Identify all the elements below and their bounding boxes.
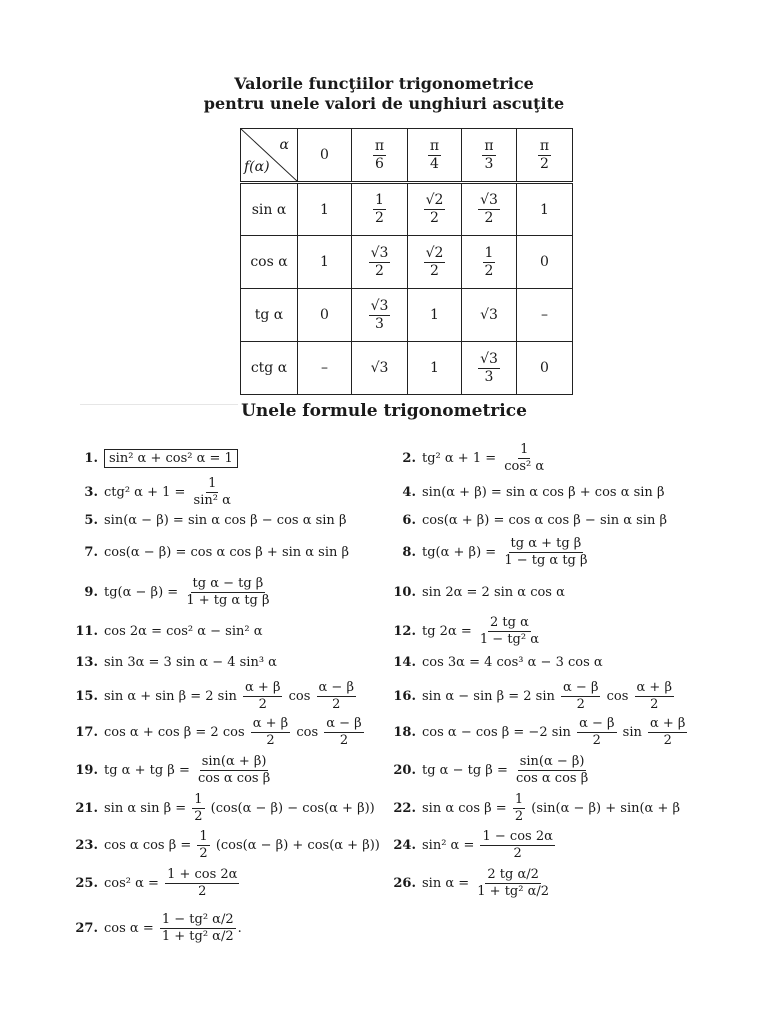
formula-number: 3. — [84, 484, 98, 500]
fraction-numerator: π — [429, 137, 440, 154]
fraction-denominator: 1 + tg² α/2 — [477, 883, 550, 899]
formula-body — [104, 830, 380, 860]
table-cell — [352, 289, 408, 342]
fraction-denominator: 3 — [375, 315, 384, 332]
formula-body — [104, 545, 349, 560]
fraction — [373, 139, 386, 171]
formula-body — [422, 830, 557, 860]
fraction — [475, 868, 551, 898]
formula-body — [422, 793, 680, 823]
fraction-numerator: 1 — [375, 192, 384, 209]
formula-text: cos 2α = cos² α − sin² α — [104, 623, 263, 639]
fraction — [184, 577, 271, 607]
fraction — [502, 537, 589, 567]
formula — [70, 475, 235, 508]
formula-body — [422, 537, 592, 567]
fraction-numerator: 2 tg α/2 — [487, 866, 539, 882]
formula-text: . — [237, 920, 242, 936]
table-cell — [408, 183, 462, 236]
fraction-numerator: √2 — [425, 192, 444, 209]
fraction-numerator: α + β — [252, 715, 289, 731]
formula-text: ctg² α + 1 = — [104, 484, 190, 500]
fraction-numerator: 1 — [199, 828, 208, 844]
formula-body — [422, 868, 553, 898]
table-cell — [408, 236, 462, 289]
corner-cell — [241, 129, 298, 183]
fraction-denominator: 2 — [266, 732, 275, 748]
formula-text: sin α + sin β = 2 sin — [104, 688, 242, 704]
formula-body — [422, 485, 664, 500]
table-cell: 1 — [298, 183, 352, 236]
table-cell: 0 — [298, 289, 352, 342]
formula-number: 23. — [75, 837, 98, 853]
fraction-denominator: 2 — [484, 210, 494, 226]
fraction-numerator: 1 — [484, 244, 494, 261]
formula-text: tg² α + 1 = — [422, 450, 501, 466]
fraction-numerator: α − β — [318, 679, 354, 695]
formula — [388, 866, 553, 899]
fraction-denominator: 2 — [650, 696, 659, 712]
fraction-denominator: 2 — [514, 808, 524, 824]
formula-text: sin(α − β) = sin α cos β − cos α sin β — [104, 512, 347, 528]
fraction-numerator: 1 — [194, 791, 203, 807]
formula — [388, 580, 565, 604]
fraction — [482, 139, 495, 171]
fraction-numerator: √3 — [370, 244, 389, 261]
formula-text: cos α − cos β = −2 sin — [422, 724, 576, 740]
formula-text: (cos(α − β) − cos(α + β)) — [206, 800, 375, 816]
formula — [388, 753, 592, 786]
formula-body — [104, 624, 263, 639]
fraction — [483, 246, 496, 278]
formula — [70, 619, 263, 643]
fraction — [192, 793, 204, 823]
fraction-numerator: 1 − tg² α/2 — [161, 911, 234, 927]
formula-number: 18. — [393, 724, 416, 740]
fraction — [478, 616, 541, 646]
formula — [70, 540, 349, 564]
fraction-numerator: tg α − tg β — [192, 575, 264, 591]
fraction — [160, 913, 236, 943]
table-cell: √3 — [352, 342, 408, 395]
formula-text: tg α + tg β = — [104, 762, 194, 778]
fraction-numerator: α + β — [649, 715, 686, 731]
formula-number: 26. — [393, 875, 416, 891]
formula-text: cos α = — [104, 920, 158, 936]
fraction-numerator: √3 — [480, 350, 498, 367]
table-row — [241, 342, 573, 395]
fraction-numerator: √2 — [425, 244, 444, 261]
formula-text: cos — [602, 688, 633, 704]
table-cell: 1 — [408, 342, 462, 395]
formula-number: 16. — [393, 688, 416, 704]
fraction-denominator: cos² α — [504, 458, 545, 474]
fraction-numerator: 2 tg α — [490, 614, 529, 630]
formula-number: 11. — [75, 623, 98, 639]
formula-number: 13. — [75, 654, 98, 670]
fraction — [424, 193, 446, 225]
formula — [70, 575, 274, 608]
table-cell: – — [298, 342, 352, 395]
formula-number: 19. — [75, 762, 98, 778]
formula-body — [104, 681, 358, 711]
fraction-denominator: 2 — [198, 883, 207, 899]
fraction — [648, 717, 687, 747]
table-cell — [352, 183, 408, 236]
formula-number: 8. — [402, 544, 416, 560]
fraction-numerator: α + β — [245, 679, 281, 695]
fraction-numerator: α − β — [326, 715, 362, 731]
row-label: ctg α — [241, 342, 298, 395]
formula-body — [104, 477, 235, 507]
formula-text: sin² α + cos² α = 1 — [109, 450, 233, 466]
formula-number: 22. — [393, 800, 416, 816]
table-cell — [462, 183, 517, 236]
formula-body — [104, 655, 277, 670]
formula — [70, 753, 274, 786]
formula-number: 15. — [75, 688, 98, 704]
fraction — [192, 477, 233, 507]
formula-body — [104, 913, 242, 943]
formula-number: 6. — [402, 512, 416, 528]
fraction-denominator: 3 — [484, 368, 494, 385]
row-label: sin α — [241, 183, 298, 236]
fraction-numerator: 1 — [208, 475, 217, 491]
trig-values-table — [240, 128, 573, 395]
formula-number: 7. — [84, 544, 98, 560]
header-cell — [408, 129, 462, 183]
formula-text: tg(α − β) = — [104, 584, 183, 600]
fraction-denominator: 2 — [430, 262, 439, 279]
corner-f: f(α) — [244, 159, 270, 175]
formula — [388, 614, 543, 647]
table-cell: √3 — [462, 289, 517, 342]
formula-text: tg(α + β) = — [422, 544, 501, 560]
formula-body — [104, 449, 238, 468]
formula-body — [422, 513, 667, 528]
fraction-denominator: 2 — [663, 732, 672, 748]
formula-body — [104, 577, 274, 607]
table-cell: 0 — [517, 342, 573, 395]
formula-body — [422, 755, 592, 785]
fraction-denominator: 2 — [592, 732, 601, 748]
formula-body — [104, 717, 366, 747]
fraction-denominator: 2 — [194, 808, 203, 824]
fraction-numerator: π — [484, 137, 494, 154]
formula-number: 21. — [75, 800, 98, 816]
formula-number: 9. — [84, 584, 98, 600]
fraction-numerator: tg α + tg β — [510, 535, 582, 551]
fraction — [502, 443, 546, 473]
fraction-numerator: α + β — [636, 679, 672, 695]
fraction-denominator: 2 — [375, 262, 384, 279]
formula-number: 10. — [393, 584, 416, 600]
formula-body — [104, 755, 274, 785]
table-title-line-1: Valorile funcţiilor trigonometrice — [234, 74, 534, 93]
formula — [388, 715, 689, 748]
formula — [388, 508, 667, 532]
formula-number: 24. — [393, 837, 416, 853]
fraction-numerator: α − β — [563, 679, 599, 695]
formula-body — [104, 513, 346, 528]
formula-text: sin 3α = 3 sin α − 4 sin³ α — [104, 654, 277, 670]
table-cell — [462, 236, 517, 289]
formula-text: sin α = — [422, 875, 474, 891]
formula-text: (sin(α − β) + sin(α + β — [527, 800, 681, 816]
fraction — [480, 830, 554, 860]
fraction — [324, 717, 363, 747]
table-cell: 1 — [517, 183, 573, 236]
formula-body — [422, 616, 543, 646]
fraction — [317, 681, 356, 711]
formula-number: 17. — [75, 724, 98, 740]
formula-text: cos α + cos β = 2 cos — [104, 724, 249, 740]
formula-number: 5. — [84, 512, 98, 528]
formula-body — [104, 793, 375, 823]
formula — [70, 791, 375, 824]
formula — [388, 535, 592, 568]
formula — [388, 679, 676, 712]
fraction-denominator: 2 — [375, 210, 384, 226]
fraction-numerator: √3 — [480, 192, 498, 209]
formula-text: cos 3α = 4 cos³ α − 3 cos α — [422, 654, 603, 670]
formula — [388, 650, 603, 674]
formula-text: sin(α + β) = sin α cos β + cos α sin β — [422, 484, 665, 500]
fraction — [577, 717, 616, 747]
formula-body — [422, 681, 676, 711]
table-cell: 1 — [298, 236, 352, 289]
table-cell: – — [517, 289, 573, 342]
fraction — [428, 139, 441, 171]
formula-text: (cos(α − β) + cos(α + β)) — [211, 837, 380, 853]
table-cell — [352, 236, 408, 289]
fraction — [538, 139, 551, 171]
fraction-denominator: 1 + tg α tg β — [186, 592, 270, 608]
fraction — [561, 681, 600, 711]
fraction-numerator: sin(α − β) — [519, 753, 585, 769]
fraction-denominator: 2 — [199, 845, 208, 861]
formula-number: 1. — [84, 450, 98, 466]
fraction-denominator: 3 — [484, 155, 494, 172]
table-cell — [462, 342, 517, 395]
fraction-numerator: π — [374, 137, 385, 154]
fraction — [514, 755, 590, 785]
header-cell — [352, 129, 408, 183]
formula-text: sin α cos β = — [422, 800, 511, 816]
formula-text: cos(α + β) = cos α cos β − sin α sin β — [422, 512, 668, 528]
fraction — [369, 246, 391, 278]
fraction-denominator: 1 + tg² α/2 — [161, 928, 234, 944]
fraction — [513, 793, 525, 823]
fraction-denominator: 2 — [576, 696, 585, 712]
fraction-denominator: 6 — [375, 155, 384, 172]
fraction-denominator: cos α cos β — [197, 770, 271, 786]
fraction-denominator: 2 — [540, 155, 549, 172]
fraction-denominator: 2 — [332, 696, 341, 712]
fraction-numerator: α − β — [579, 715, 615, 731]
formula-body — [422, 655, 603, 670]
table-row — [241, 183, 573, 236]
formula-number: 14. — [393, 654, 416, 670]
fraction — [424, 246, 446, 278]
formula-text: sin 2α = 2 sin α cos α — [422, 584, 565, 600]
formula-number: 2. — [402, 450, 416, 466]
fraction-numerator: sin(α + β) — [201, 753, 267, 769]
formula-number: 25. — [75, 875, 98, 891]
formula — [70, 866, 241, 899]
formula-number: 20. — [393, 762, 416, 778]
fraction-denominator: 4 — [430, 155, 439, 172]
fraction — [635, 681, 674, 711]
formula-text: sin² α = — [422, 837, 479, 853]
corner-alpha: α — [279, 137, 289, 153]
fraction-denominator: sin² α — [193, 492, 231, 508]
formula-text: tg α − tg β = — [422, 762, 512, 778]
fraction — [369, 299, 391, 331]
formula-text: sin — [618, 724, 646, 740]
table-row — [241, 289, 573, 342]
formula-text: tg 2α = — [422, 623, 476, 639]
formula-number: 4. — [402, 484, 416, 500]
formula-number: 27. — [75, 920, 98, 936]
header-cell — [517, 129, 573, 183]
formula — [70, 446, 238, 470]
formula-body — [104, 868, 241, 898]
fraction-denominator: 2 — [258, 696, 267, 712]
formula — [388, 480, 664, 504]
formula — [388, 791, 681, 824]
table-cell: 0 — [517, 236, 573, 289]
formula — [70, 715, 366, 748]
fraction — [165, 868, 239, 898]
formula-body — [422, 717, 689, 747]
fraction — [197, 830, 209, 860]
header-cell: 0 — [298, 129, 352, 183]
formula — [70, 911, 242, 944]
formula-text: cos² α = — [104, 875, 164, 891]
fraction — [478, 352, 500, 384]
fraction — [251, 717, 290, 747]
row-label: tg α — [241, 289, 298, 342]
fraction-denominator: 1 − tg α tg β — [504, 552, 588, 568]
formula — [70, 679, 358, 712]
formulas-title: Unele formule trigonometrice — [241, 401, 527, 421]
fraction — [478, 193, 500, 225]
formula-text: sin α − sin β = 2 sin — [422, 688, 560, 704]
fraction-denominator: 2 — [339, 732, 349, 748]
formula-text: cos — [284, 688, 315, 704]
formula — [388, 828, 557, 861]
fraction-numerator: 1 + cos 2α — [167, 866, 238, 882]
formula-body — [422, 443, 548, 473]
table-header-row — [241, 129, 573, 183]
fraction — [196, 755, 272, 785]
fraction-numerator: 1 — [520, 441, 529, 457]
table-title-line-2: pentru unele valori de unghiuri ascuţite — [203, 94, 565, 113]
fraction-denominator: 2 — [484, 262, 494, 279]
table-row — [241, 236, 573, 289]
fraction-denominator: 2 — [513, 845, 522, 861]
formula-text: cos — [292, 724, 323, 740]
formula-text: cos(α − β) = cos α cos β + sin α sin β — [104, 544, 350, 560]
row-label: cos α — [241, 236, 298, 289]
formula — [388, 441, 548, 474]
fraction-numerator: π — [539, 137, 550, 154]
fraction — [243, 681, 282, 711]
formula-number: 12. — [393, 623, 416, 639]
fraction-numerator: 1 — [514, 791, 524, 807]
table-cell: 1 — [408, 289, 462, 342]
fraction-denominator: 2 — [430, 210, 439, 226]
formula-text: cos α cos β = — [104, 837, 196, 853]
header-cell — [462, 129, 517, 183]
formula-text: sin α sin β = — [104, 800, 191, 816]
fraction — [373, 193, 386, 225]
formula — [70, 828, 380, 861]
formula-body — [422, 585, 565, 600]
formula — [70, 508, 346, 532]
formula — [70, 650, 277, 674]
fraction-denominator: cos α cos β — [515, 770, 589, 786]
fraction-numerator: √3 — [370, 297, 389, 314]
fraction-numerator: 1 − cos 2α — [482, 828, 553, 844]
fraction-denominator: 1 − tg² α — [479, 631, 539, 647]
